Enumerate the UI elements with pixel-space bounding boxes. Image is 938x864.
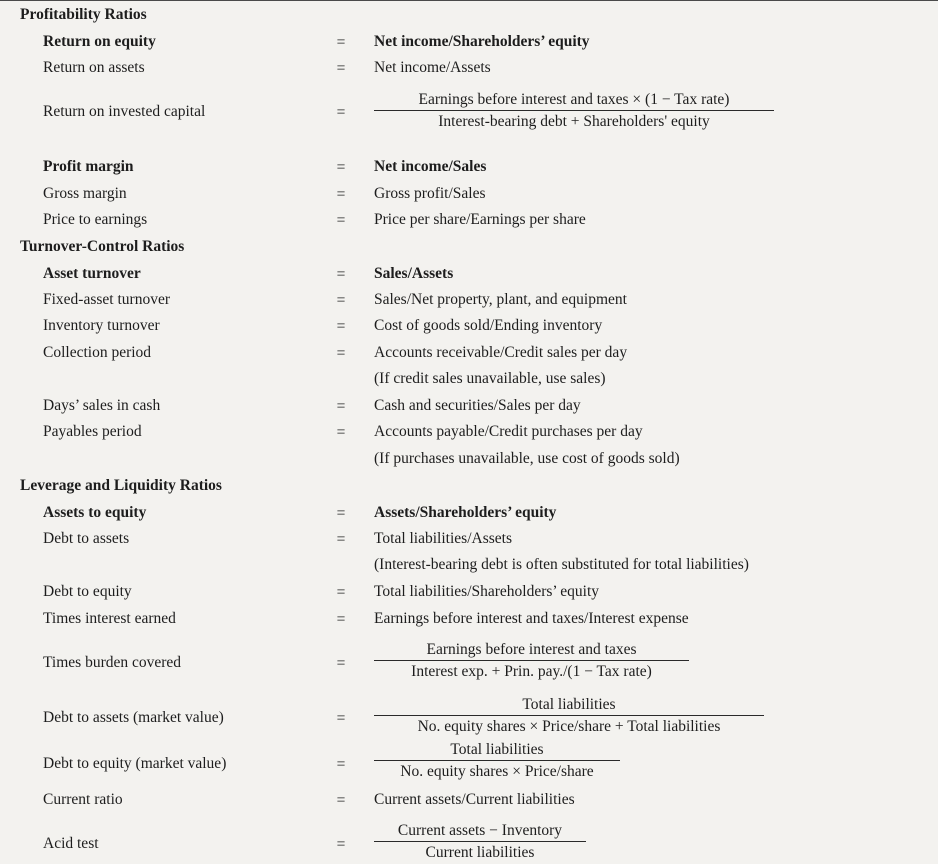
def-inventory-turnover: Cost of goods sold/Ending inventory	[374, 317, 603, 334]
note-debt-to-assets: (Interest-bearing debt is often substituted for total liabilities)	[374, 556, 749, 573]
label-payables-period: Payables period	[43, 423, 142, 440]
equals-sign: =	[336, 104, 346, 121]
equals-sign: =	[336, 186, 346, 203]
fraction-denominator: Interest exp. + Prin. pay./(1 − Tax rate)	[411, 663, 652, 680]
def-debt-to-equity: Total liabilities/Shareholders’ equity	[374, 583, 600, 600]
fraction-numerator: Total liabilities	[450, 741, 544, 758]
fraction-denominator: Current liabilities	[425, 844, 535, 861]
equals-sign: =	[336, 398, 346, 415]
equals-sign: =	[336, 611, 346, 628]
fraction-acid-test	[374, 822, 586, 862]
def-times-interest-earned: Earnings before interest and taxes/Interest expense	[374, 610, 689, 627]
label-days-sales-in-cash: Days’ sales in cash	[43, 397, 161, 414]
fraction-numerator: Earnings before interest and taxes × (1 − Tax rate)	[418, 91, 730, 108]
def-profit-margin: Net income/Sales	[374, 158, 487, 175]
label-debt-to-assets-market-value: Debt to assets (market value)	[43, 709, 224, 726]
equals-sign: =	[336, 531, 346, 548]
label-inventory-turnover: Inventory turnover	[43, 317, 160, 334]
fraction-debt-equity-mv	[374, 741, 620, 781]
label-current-ratio: Current ratio	[43, 791, 123, 808]
label-acid-test: Acid test	[43, 835, 99, 852]
label-profit-margin: Profit margin	[43, 158, 134, 175]
note-collection-period: (If credit sales unavailable, use sales)	[374, 370, 606, 387]
equals-sign: =	[336, 710, 346, 727]
def-asset-turnover: Sales/Assets	[374, 265, 454, 282]
fraction-numerator: Earnings before interest and taxes	[426, 641, 637, 658]
def-fixed-asset-turnover: Sales/Net property, plant, and equipment	[374, 291, 627, 308]
note-payables-period: (If purchases unavailable, use cost of goods sold)	[374, 450, 680, 467]
fraction-numerator: Total liabilities	[522, 696, 616, 713]
def-current-ratio: Current assets/Current liabilities	[374, 791, 575, 808]
label-times-interest-earned: Times interest earned	[43, 610, 176, 627]
label-asset-turnover: Asset turnover	[43, 265, 141, 282]
fraction-debt-assets-mv	[374, 696, 764, 736]
def-collection-period: Accounts receivable/Credit sales per day	[374, 344, 628, 361]
label-return-on-invested-capital: Return on invested capital	[43, 103, 206, 120]
label-gross-margin: Gross margin	[43, 185, 127, 202]
equals-sign: =	[336, 505, 346, 522]
equals-sign: =	[336, 792, 346, 809]
def-days-sales-in-cash: Cash and securities/Sales per day	[374, 397, 581, 414]
def-gross-margin: Gross profit/Sales	[374, 185, 486, 202]
equals-sign: =	[336, 266, 346, 283]
def-price-to-earnings: Price per share/Earnings per share	[374, 211, 586, 228]
label-return-on-assets: Return on assets	[43, 59, 145, 76]
fraction-numerator: Current assets − Inventory	[397, 822, 563, 839]
equals-sign: =	[336, 34, 346, 51]
label-debt-to-equity-market-value: Debt to equity (market value)	[43, 755, 227, 772]
fraction-denominator: Interest-bearing debt + Shareholders' equity	[438, 113, 710, 130]
equals-sign: =	[336, 836, 346, 853]
equals-sign: =	[336, 424, 346, 441]
equals-sign: =	[336, 655, 346, 672]
label-assets-to-equity: Assets to equity	[43, 504, 147, 521]
section-profitability: Profitability Ratios	[20, 6, 147, 23]
section-turnover-control: Turnover-Control Ratios	[20, 238, 185, 255]
equals-sign: =	[336, 584, 346, 601]
equals-sign: =	[336, 212, 346, 229]
label-fixed-asset-turnover: Fixed-asset turnover	[43, 291, 170, 308]
label-debt-to-assets: Debt to assets	[43, 530, 130, 547]
section-leverage-liquidity: Leverage and Liquidity Ratios	[20, 477, 222, 494]
label-price-to-earnings: Price to earnings	[43, 211, 148, 228]
equals-sign: =	[336, 159, 346, 176]
label-collection-period: Collection period	[43, 344, 152, 361]
equals-sign: =	[336, 756, 346, 773]
equals-sign: =	[336, 292, 346, 309]
equals-sign: =	[336, 60, 346, 77]
fraction-roic	[374, 91, 774, 131]
label-return-on-equity: Return on equity	[43, 33, 156, 50]
fraction-denominator: No. equity shares × Price/share + Total liabilities	[417, 718, 721, 735]
label-debt-to-equity: Debt to equity	[43, 583, 132, 600]
def-payables-period: Accounts payable/Credit purchases per day	[374, 423, 643, 440]
def-debt-to-assets: Total liabilities/Assets	[374, 530, 512, 547]
fraction-times-burden	[374, 641, 689, 681]
fraction-denominator: No. equity shares × Price/share	[400, 763, 594, 780]
def-return-on-equity: Net income/Shareholders’ equity	[374, 33, 590, 50]
label-times-burden-covered: Times burden covered	[43, 654, 182, 671]
def-return-on-assets: Net income/Assets	[374, 59, 491, 76]
equals-sign: =	[336, 318, 346, 335]
def-assets-to-equity: Assets/Shareholders’ equity	[374, 504, 557, 521]
equals-sign: =	[336, 345, 346, 362]
